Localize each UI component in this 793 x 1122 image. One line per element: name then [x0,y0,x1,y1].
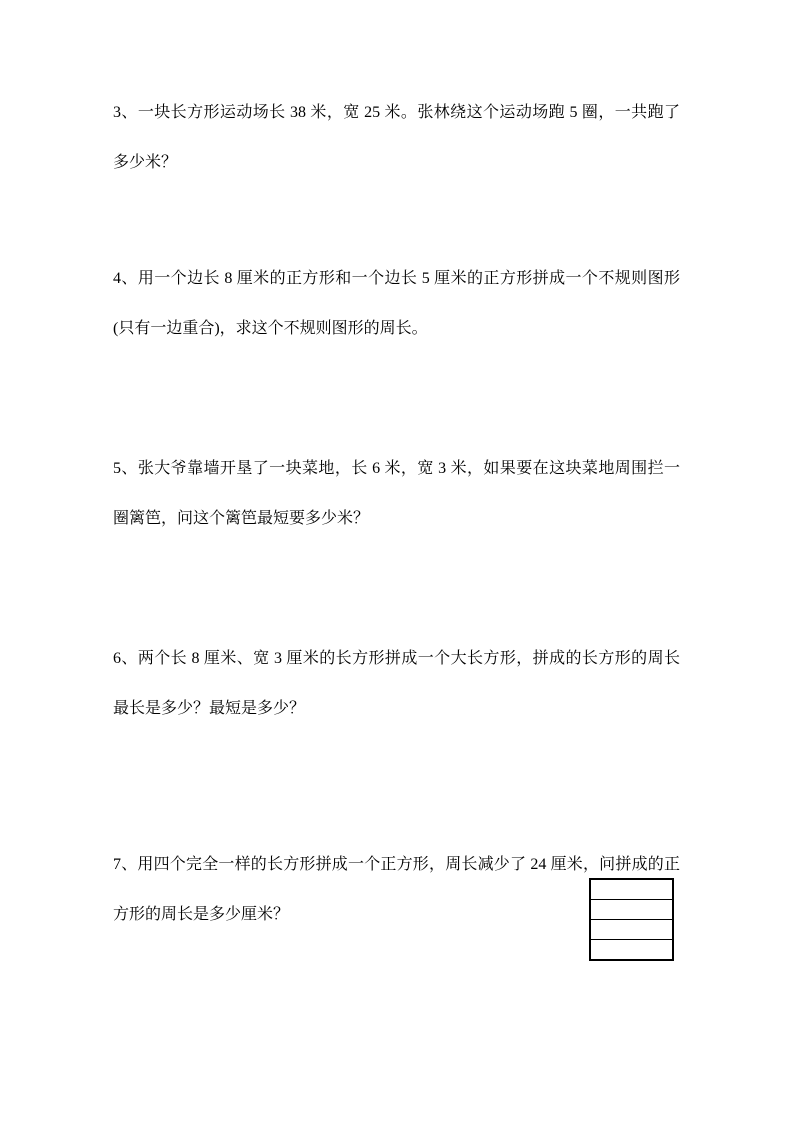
problem-7-line-2: 方形的周长是多少厘米？ [113,906,290,923]
problem-4-line-2: (只有一边重合)，求这个不规则图形的周长。 [113,320,428,337]
problem-3-line-1: 3、一块长方形运动场长 38 米，宽 25 米。张林绕这个运动场跑 5 圈，一共跑了 [113,104,680,121]
problem-5 [113,444,680,544]
answer-table [589,878,674,961]
problem-4 [113,254,680,354]
problem-6 [113,634,680,734]
problem-6-line-1: 6、两个长 8 厘米、宽 3 厘米的长方形拼成一个大长方形，拼成的长方形的周长 [113,650,680,667]
problem-4-line-1: 4、用一个边长 8 厘米的正方形和一个边长 5 厘米的正方形拼成一个不规则图形 [113,270,680,287]
problem-6-line-2: 最长是多少？最短是多少？ [113,700,306,717]
answer-table-cell-1 [591,880,672,899]
problem-5-line-1: 5、张大爷靠墙开垦了一块菜地，长 6 米，宽 3 米，如果要在这块菜地周围拦一 [113,460,680,477]
answer-table-cell-4 [591,939,672,959]
answer-table-cell-2 [591,899,672,919]
problem-3 [113,88,680,188]
problem-3-line-2: 多少米？ [113,154,178,171]
problem-7-line-1: 7、用四个完全一样的长方形拼成一个正方形，周长减少了 24 厘米，问拼成的正 [113,856,680,873]
problem-5-line-2: 圈篱笆，问这个篱笆最短要多少米？ [113,510,370,527]
answer-table-cell-3 [591,919,672,939]
